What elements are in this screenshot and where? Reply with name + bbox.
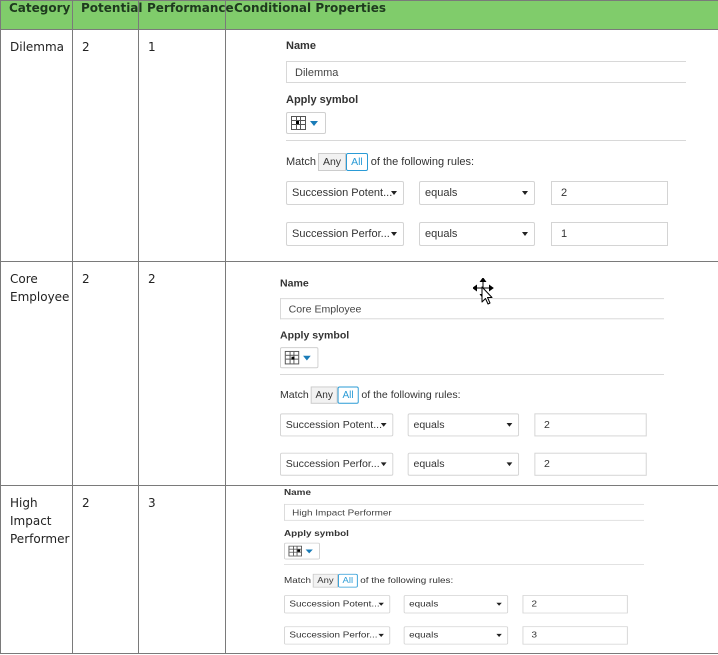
apply-symbol-label: Apply symbol [284, 529, 349, 539]
rule-row [280, 413, 664, 436]
potential-cell: 2 [73, 30, 139, 262]
conditional-properties-cell [226, 262, 718, 486]
rule-row [280, 453, 664, 476]
conditional-properties-panel [286, 40, 686, 246]
header-conditional-properties: Conditional Properties [226, 1, 718, 30]
rule-operator-dropdown[interactable] [408, 413, 519, 436]
rule-value-input[interactable]: 2 [534, 413, 646, 436]
match-any-toggle[interactable]: Any [311, 386, 338, 403]
apply-symbol-dropdown[interactable] [280, 347, 318, 368]
rule-operator-value: equals [425, 228, 458, 240]
chevron-down-icon [522, 191, 528, 195]
conditional-properties-panel [284, 488, 644, 645]
grid-symbol-icon [285, 351, 299, 364]
rule-field-dropdown[interactable] [280, 453, 393, 476]
rule-operator-value: equals [413, 419, 445, 431]
rule-value-input[interactable]: 1 [551, 222, 668, 246]
divider [284, 564, 644, 565]
match-any-toggle[interactable]: Any [313, 574, 338, 588]
table-row [1, 486, 718, 654]
rule-value-input[interactable]: 2 [534, 453, 646, 476]
match-all-toggle[interactable]: All [338, 574, 358, 588]
rule-field-value: Succession Potent... [285, 419, 383, 431]
name-label: Name [284, 488, 311, 498]
chevron-down-icon [496, 634, 501, 637]
name-input[interactable]: Core Employee [280, 298, 664, 319]
match-label: Match [280, 389, 309, 401]
grid-symbol-icon [291, 116, 306, 130]
table-row [1, 30, 718, 262]
rule-operator-dropdown[interactable] [419, 222, 535, 246]
rule-row [286, 181, 686, 205]
rule-value-input[interactable]: 3 [523, 626, 628, 644]
divider [280, 374, 664, 375]
match-suffix-label: of the following rules: [361, 389, 461, 401]
performance-cell: 1 [139, 30, 226, 262]
rule-row [284, 626, 644, 644]
name-label: Name [280, 278, 309, 290]
chevron-down-icon [507, 423, 513, 427]
performance-cell: 2 [139, 262, 226, 486]
name-label: Name [286, 40, 316, 52]
match-rules-row [280, 386, 664, 403]
rule-value-input[interactable]: 2 [551, 181, 668, 205]
header-performance: Performance [139, 1, 226, 30]
grid-symbol-icon [289, 546, 303, 557]
match-all-toggle[interactable]: All [346, 153, 368, 171]
chevron-down-icon [522, 232, 528, 236]
category-cell: Core Employee [1, 262, 73, 486]
chevron-down-icon [496, 603, 501, 606]
chevron-down-icon [381, 462, 387, 466]
match-all-toggle[interactable]: All [338, 386, 359, 403]
table-header-row [1, 1, 718, 30]
apply-symbol-label: Apply symbol [286, 94, 359, 106]
potential-cell: 2 [73, 486, 139, 654]
apply-symbol-label: Apply symbol [280, 329, 350, 342]
rule-field-value: Succession Perfor... [285, 458, 380, 470]
conditional-properties-cell [226, 486, 718, 654]
performance-cell: 3 [139, 486, 226, 654]
match-label: Match [286, 156, 316, 168]
rule-field-dropdown[interactable] [286, 222, 404, 246]
apply-symbol-dropdown[interactable] [284, 543, 320, 560]
conditional-properties-cell [226, 30, 718, 262]
header-category: Category [1, 1, 73, 30]
rule-field-dropdown[interactable] [280, 413, 393, 436]
rule-operator-value: equals [413, 458, 445, 470]
match-rules-row [284, 574, 644, 588]
rule-operator-dropdown[interactable] [408, 453, 519, 476]
chevron-down-icon [507, 462, 513, 466]
rule-operator-dropdown[interactable] [404, 595, 508, 613]
match-any-toggle[interactable]: Any [318, 153, 346, 171]
header-potential: Potential [73, 1, 139, 30]
chevron-down-icon [379, 603, 384, 606]
rule-operator-dropdown[interactable] [404, 626, 508, 644]
chevron-down-icon [391, 191, 397, 195]
table-row [1, 262, 718, 486]
chevron-down-icon [310, 121, 318, 126]
match-suffix-label: of the following rules: [360, 576, 454, 586]
rule-operator-value: equals [409, 630, 439, 640]
rule-field-value: Succession Potent... [289, 599, 380, 609]
chevron-down-icon [379, 634, 384, 637]
divider [286, 140, 686, 141]
name-input[interactable]: High Impact Performer [284, 504, 644, 521]
move-cursor-icon [473, 278, 495, 306]
rule-value-input[interactable]: 2 [523, 595, 628, 613]
chevron-down-icon [303, 355, 311, 360]
apply-symbol-dropdown[interactable] [286, 112, 326, 134]
conditional-properties-panel [280, 278, 664, 476]
chevron-down-icon [391, 232, 397, 236]
rule-operator-value: equals [425, 187, 458, 199]
rule-field-value: Succession Perfor... [289, 630, 378, 640]
chevron-down-icon [306, 549, 313, 553]
match-rules-row [286, 153, 686, 171]
rule-operator-value: equals [409, 599, 439, 609]
chevron-down-icon [381, 423, 387, 427]
rule-row [284, 595, 644, 613]
rule-field-dropdown[interactable] [284, 626, 390, 644]
name-input[interactable]: Dilemma [286, 61, 686, 83]
rule-field-value: Succession Perfor... [292, 228, 390, 240]
rule-operator-dropdown[interactable] [419, 181, 535, 205]
category-cell: Dilemma [1, 30, 73, 262]
potential-cell: 2 [73, 262, 139, 486]
rule-field-value: Succession Potent... [292, 187, 393, 199]
rule-row [286, 222, 686, 246]
match-label: Match [284, 576, 311, 586]
match-suffix-label: of the following rules: [370, 156, 475, 168]
rule-field-dropdown[interactable] [286, 181, 404, 205]
rule-field-dropdown[interactable] [284, 595, 390, 613]
category-cell: High Impact Performer [1, 486, 73, 654]
